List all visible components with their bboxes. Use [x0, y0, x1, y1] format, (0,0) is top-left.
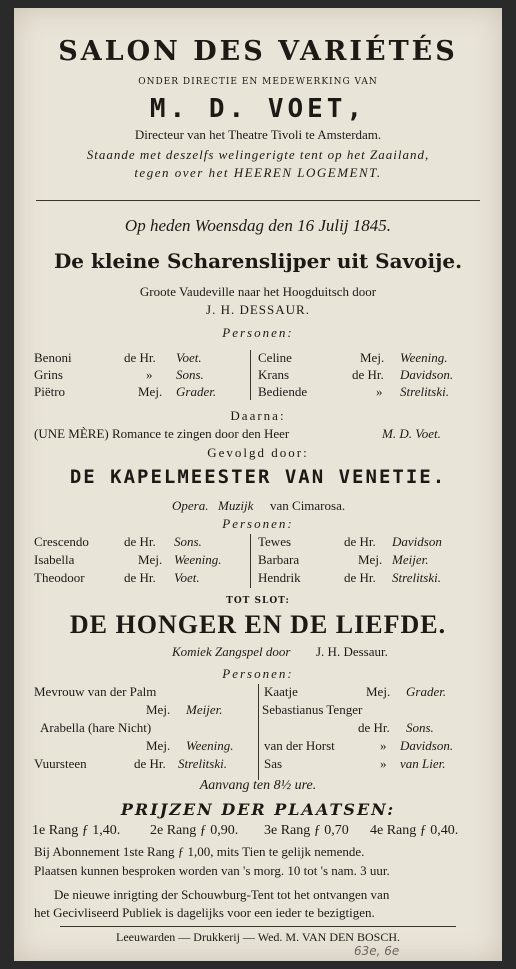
tent-line-2: tegen over het HEEREN LOGEMENT. — [134, 165, 382, 180]
play3-prefix: de Hr. — [358, 720, 390, 735]
play2-role: Crescendo — [34, 534, 89, 549]
play3-role: Sebastianus Tenger — [262, 702, 363, 717]
play3-actor: Strelitski. — [178, 756, 227, 771]
tot-slot-label: TOT SLOT: — [226, 596, 290, 606]
play1-author: J. H. DESSAUR. — [206, 302, 310, 317]
play3-role: Vuursteen — [34, 756, 87, 771]
play1-prefix: Mej. — [138, 384, 163, 399]
play2-prefix: de Hr. — [124, 534, 156, 549]
play1-role: Celine — [258, 350, 292, 365]
play3-actor: Meijer. — [186, 702, 223, 717]
date-line: Op heden Woensdag den 16 Julij 1845. — [124, 216, 392, 235]
play3-subtitle-a: Komiek Zangspel door — [172, 644, 291, 659]
play2-role: Hendrik — [258, 570, 301, 585]
play2-prefix: de Hr. — [344, 570, 376, 585]
play2-title: DE KAPELMEESTER VAN VENETIE. — [69, 466, 447, 488]
play2-role: Isabella — [34, 552, 75, 567]
play2-actor: Meijer. — [392, 552, 429, 567]
price-rank-1: 1e Rang ƒ 1,40. — [32, 823, 121, 838]
cast-column-divider — [258, 684, 259, 780]
play3-role: Arabella (hare Nicht) — [40, 720, 152, 735]
play3-subtitle-b: J. H. Dessaur. — [316, 644, 388, 659]
play1-role: Grins — [34, 367, 63, 382]
tent-line-1: Staande met deszelfs welingerigte tent op het Zaailand, — [86, 147, 430, 162]
play3-actor: Weening. — [186, 738, 234, 753]
handwritten-note: 63e, 6e — [354, 944, 400, 958]
play1-actor: Voet. — [176, 350, 202, 365]
play2-actor: Sons. — [174, 534, 202, 549]
price-rank-2: 2e Rang ƒ 0,90. — [150, 823, 239, 838]
divider — [60, 926, 456, 927]
play1-prefix: » — [376, 384, 383, 399]
venue-title: SALON DES VARIÉTÉS — [58, 36, 458, 67]
play2-role: Barbara — [258, 552, 300, 567]
daarna-label: Daarna: — [230, 408, 286, 423]
play1-actor: Grader. — [176, 384, 217, 399]
play3-prefix: » — [380, 738, 387, 753]
play1-actor: Sons. — [176, 367, 204, 382]
play3-role: Sas — [264, 756, 283, 771]
price-rank-4: 4e Rang ƒ 0,40. — [370, 823, 459, 838]
play1-role: Piëtro — [34, 384, 66, 399]
play3-title: DE HONGER EN DE LIEFDE. — [69, 610, 447, 639]
play3-actor: Sons. — [406, 720, 434, 735]
play2-subtitle-c: van Cimarosa. — [270, 498, 346, 513]
gevolgd-label: Gevolgd door: — [207, 445, 309, 460]
play1-prefix: » — [146, 367, 153, 382]
play3-role: Kaatje — [264, 684, 298, 699]
price-rank-3: 3e Rang ƒ 0,70 — [264, 823, 349, 838]
play1-actor: Davidson. — [400, 367, 454, 382]
cast-column-divider — [250, 534, 251, 588]
director-line: Directeur van het Theatre Tivoli te Amsterdam. — [134, 127, 382, 142]
play2-actor: Weening. — [174, 552, 222, 567]
play1-role: Bediende — [258, 384, 308, 399]
play1-prefix: de Hr. — [124, 350, 156, 365]
directie-line: ONDER DIRECTIE EN MEDEWERKING VAN — [138, 77, 378, 87]
play3-actor: van Lier. — [400, 756, 446, 771]
play2-role: Tewes — [258, 534, 292, 549]
divider — [36, 200, 480, 201]
play2-prefix: de Hr. — [344, 534, 376, 549]
play2-subtitle-a: Opera. — [172, 498, 209, 513]
play3-prefix: Mej. — [366, 684, 391, 699]
play1-subtitle: Groote Vaudeville naar het Hoogduitsch door — [139, 284, 377, 299]
play3-personen-label: Personen: — [222, 666, 294, 681]
play2-actor: Strelitski. — [392, 570, 441, 585]
cast-column-divider — [250, 350, 251, 400]
play1-role: Krans — [258, 367, 290, 382]
play1-role: Benoni — [34, 350, 72, 365]
playbill-sheet — [14, 8, 502, 961]
play3-actor: Grader. — [406, 684, 447, 699]
prijzen-title: PRIJZEN DER PLAATSEN: — [120, 800, 396, 819]
play2-prefix: de Hr. — [124, 570, 156, 585]
play3-prefix: Mej. — [146, 738, 171, 753]
play3-role: Mevrouw van der Palm — [34, 684, 157, 699]
abonnement-line: Bij Abonnement 1ste Rang ƒ 1,00, mits Tien te gelijk nemende. — [34, 844, 365, 859]
play3-role: van der Horst — [264, 738, 335, 753]
play2-prefix: Mej. — [138, 552, 163, 567]
play3-prefix: » — [380, 756, 387, 771]
play3-actor: Davidson. — [400, 738, 454, 753]
play3-prefix: Mej. — [146, 702, 171, 717]
play1-prefix: Mej. — [360, 350, 385, 365]
play2-personen-label: Personen: — [222, 516, 294, 531]
notice-line-1: De nieuwe inrigting der Schouwburg-Tent tot het ontvangen van — [54, 887, 390, 902]
printer-line: Leeuwarden — Drukkerij — Wed. M. VAN DEN BOSCH. — [115, 930, 400, 944]
play2-prefix: Mej. — [358, 552, 383, 567]
notice-line-2: het Gecivliseerd Publiek is dagelijks voor een ieder te bezigtigen. — [34, 905, 375, 920]
play1-prefix: de Hr. — [352, 367, 384, 382]
play2-actor: Davidson — [392, 534, 442, 549]
daarna-line: (UNE MÈRE) Romance te zingen door den Heer — [34, 426, 290, 441]
play2-actor: Voet. — [174, 570, 200, 585]
plaatsen-line: Plaatsen kunnen besproken worden van 's morg. 10 tot 's nam. 3 uur. — [34, 863, 390, 878]
play1-personen-label: Personen: — [222, 325, 294, 340]
aanvang-line: Aanvang ten 8½ ure. — [199, 778, 317, 793]
play1-title: De kleine Scharenslijper uit Savoije. — [53, 249, 463, 273]
daarna-singer: M. D. Voet. — [382, 426, 441, 441]
play2-role: Theodoor — [34, 570, 85, 585]
play2-subtitle-b: Muzijk — [218, 498, 254, 513]
play1-actor: Strelitski. — [400, 384, 449, 399]
play1-actor: Weening. — [400, 350, 448, 365]
play3-prefix: de Hr. — [134, 756, 166, 771]
director-name: M. D. VOET, — [149, 94, 367, 124]
